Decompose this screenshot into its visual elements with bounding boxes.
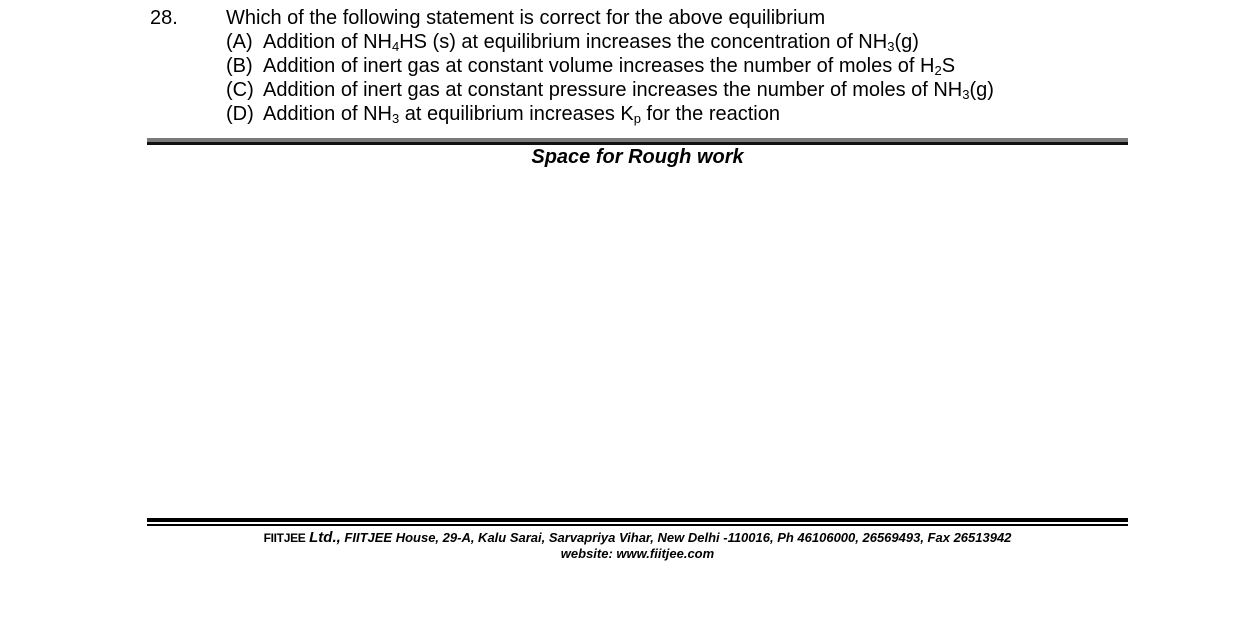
footer-brand: FIITJEE [263, 531, 306, 545]
divider-bottom-thin [147, 524, 1128, 526]
option-text: Addition of $NH_4HS$ (s) at equilibrium increases the concentration of $NH_3(g)$ [263, 31, 919, 54]
option-letter: (C) [226, 79, 254, 101]
option-text: Addition of inert gas at constant pressure increases the number of moles of $NH_3(g)$ [263, 79, 994, 102]
options-list [226, 30, 994, 126]
footer-ltd: Ltd., [309, 529, 341, 546]
option-letter: (D) [226, 103, 254, 125]
rough-work-title: Space for Rough work [531, 146, 744, 168]
option-b [226, 54, 994, 78]
option-text: Addition of $NH_3$ at equilibrium increases $K_p$ for the reaction [263, 103, 780, 126]
footer-address: FIITJEE House, 29-A, Kalu Sarai, Sarvapriya Vihar, New Delhi -110016, Ph 46106000, 26569493, Fax 26513942 [344, 530, 1012, 545]
question-number: 28. [150, 7, 178, 29]
question-stem: Which of the following statement is correct for the above equilibrium [226, 7, 826, 29]
divider-bottom-thick [147, 518, 1128, 522]
option-letter: (B) [226, 55, 253, 77]
option-letter: (A) [226, 31, 253, 53]
option-text: Addition of inert gas at constant volume increases the number of moles of $H_2S$ [263, 55, 956, 78]
option-a [226, 30, 994, 54]
footer-address-line [147, 530, 1128, 546]
page-footer [147, 530, 1128, 562]
option-d [226, 102, 994, 126]
footer-website: website: www.fiitjee.com [560, 546, 715, 561]
option-c [226, 78, 994, 102]
